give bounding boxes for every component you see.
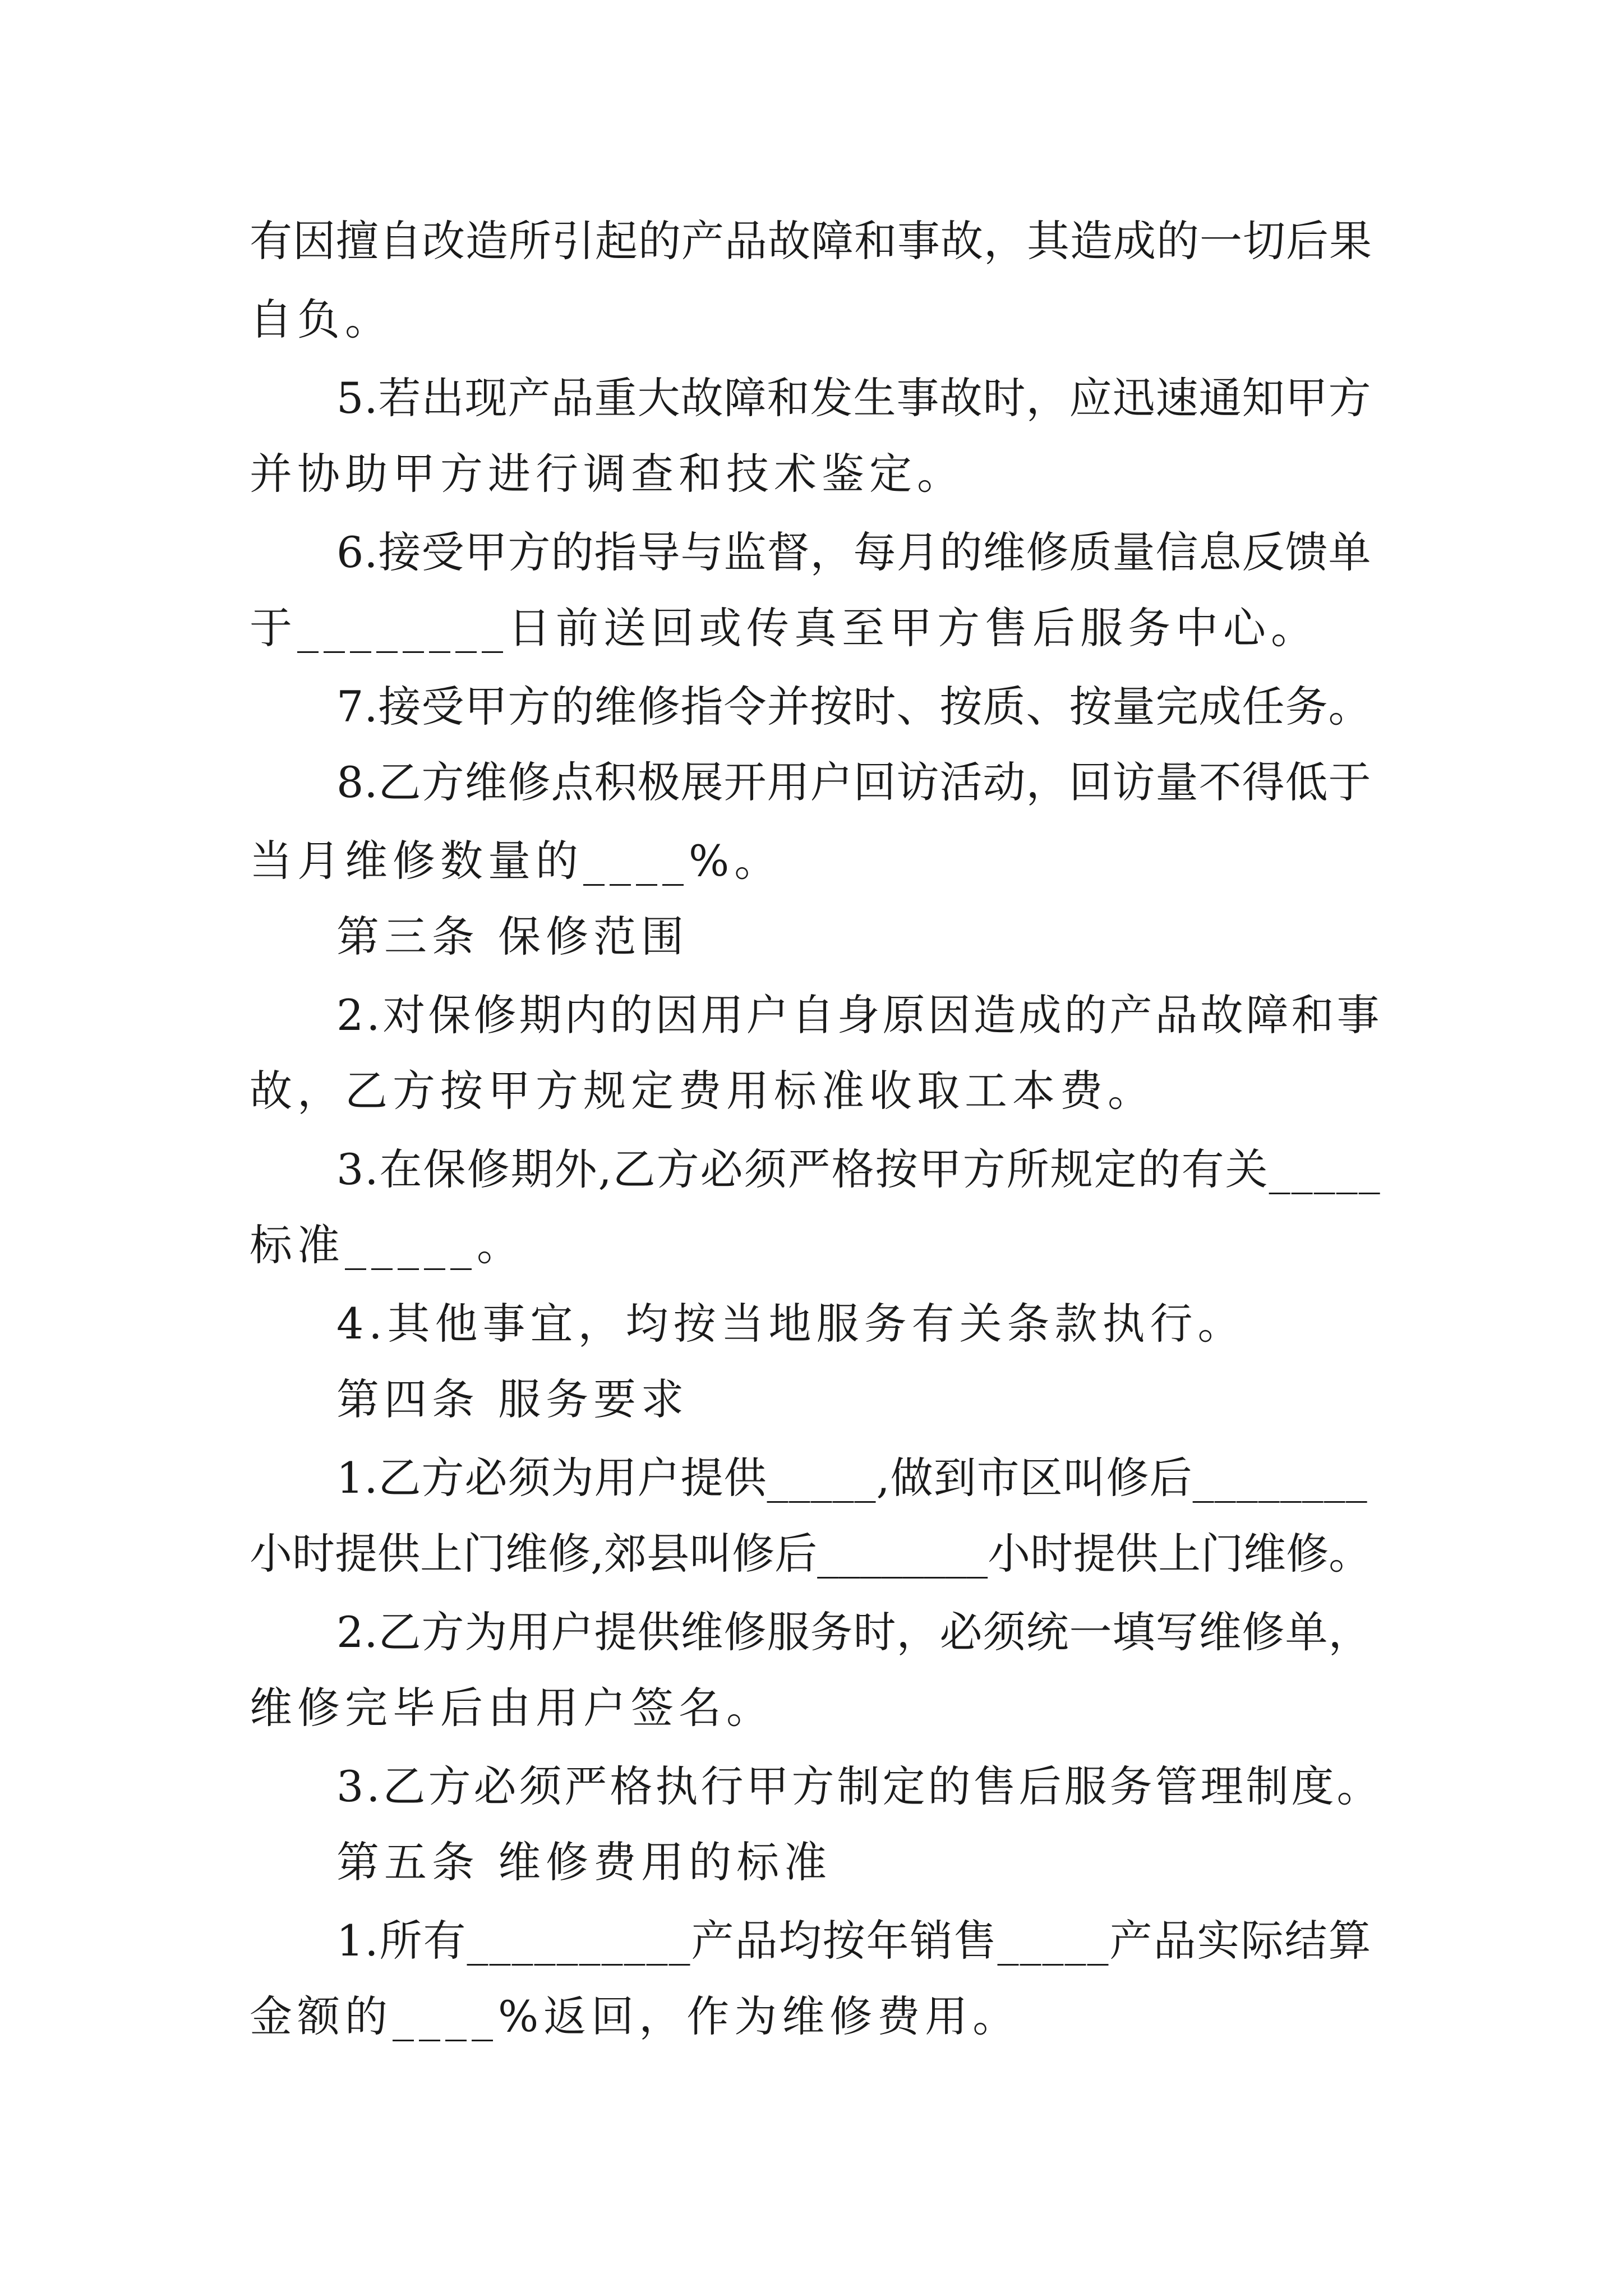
- text-line: 金额的____%返回，作为维修费用。: [250, 1991, 1021, 2041]
- section-heading: 第五条 维修费用的标准: [336, 1837, 832, 1887]
- section-heading: 第四条 服务要求: [336, 1374, 689, 1424]
- clause-item: 3.乙方必须严格执行甲方制定的售后服务管理制度。: [336, 1761, 1382, 1811]
- clause-item: 2.乙方为用户提供维修服务时，必须统一填写维修单，: [336, 1607, 1372, 1657]
- text-line: 并协助甲方进行调查和技术鉴定。: [250, 449, 965, 499]
- text-line: 自负。: [250, 295, 393, 344]
- clause-item: 8.乙方维修点积极展开用户回访活动，回访量不得低于: [336, 757, 1372, 807]
- section-heading: 第三条 保修范围: [336, 912, 689, 961]
- text-line: 当月维修数量的____%。: [250, 836, 782, 886]
- clause-item: 6.接受甲方的指导与监督，每月的维修质量信息反馈单: [336, 527, 1372, 577]
- clause-item: 1.乙方必须为用户提供_____,做到市区叫修后________: [336, 1453, 1368, 1503]
- clause-item: 4.其他事宜，均按当地服务有关条款执行。: [336, 1299, 1246, 1349]
- clause-item: 5.若出现产品重大故障和发生事故时，应迅速通知甲方: [336, 373, 1372, 423]
- text-line: 故，乙方按甲方规定费用标准收取工本费。: [250, 1066, 1155, 1116]
- clause-item: 3.在保修期外,乙方必须严格按甲方所规定的有关_____: [336, 1144, 1381, 1194]
- text-line: 维修完毕后由用户签名。: [250, 1683, 774, 1733]
- text-line: 标准_____。: [250, 1220, 524, 1270]
- clause-item: 7.接受甲方的维修指令并按时、按质、按量完成任务。: [336, 682, 1372, 731]
- text-line: 于________日前送回或传真至甲方售后服务中心。: [250, 603, 1318, 653]
- text-line: 小时提供上门维修,郊县叫修后________小时提供上门维修。: [250, 1529, 1372, 1579]
- clause-item: 1.所有__________产品均按年销售_____产品实际结算: [336, 1916, 1372, 1966]
- clause-item: 2.对保修期内的因用户自身原因造成的产品故障和事: [336, 990, 1382, 1040]
- text-line: 有因擅自改造所引起的产品故障和事故，其造成的一切后果: [250, 216, 1372, 266]
